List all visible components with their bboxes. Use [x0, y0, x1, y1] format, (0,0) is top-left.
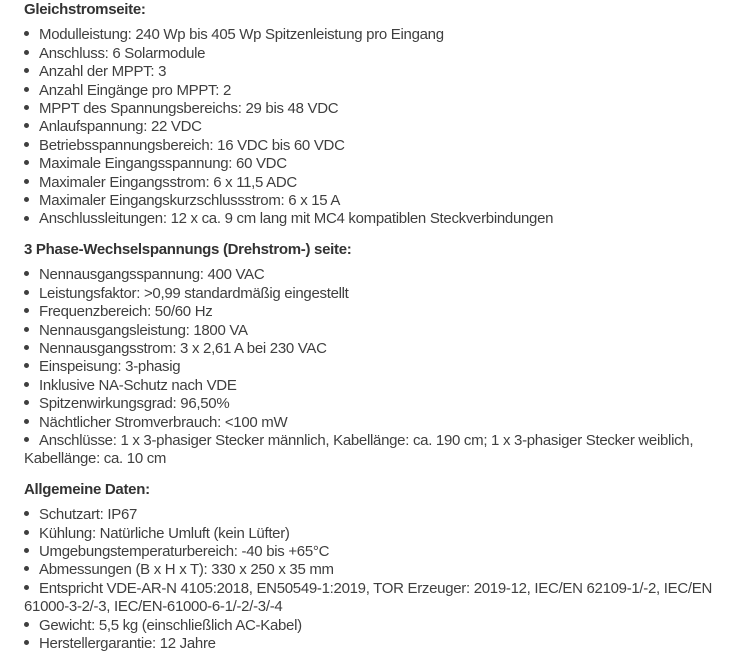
section-heading: 3 Phase-Wechselspannungs (Drehstrom-) seite:	[24, 240, 352, 258]
spec-item-text: Nächtlicher Stromverbrauch: <100 mW	[39, 413, 288, 431]
bullet-icon	[24, 290, 29, 295]
spec-item-text: Betriebsspannungsbereich: 16 VDC bis 60 VDC	[39, 136, 345, 154]
spec-item-text: Umgebungstemperaturbereich: -40 bis +65°C	[39, 542, 330, 560]
spec-item	[24, 414, 722, 432]
bullet-icon	[24, 197, 29, 202]
spec-item	[24, 100, 722, 118]
bullet-icon	[24, 216, 29, 221]
spec-item-text: Anzahl der MPPT: 3	[39, 63, 167, 81]
spec-item	[24, 561, 722, 579]
spec-item	[24, 45, 722, 63]
bullet-icon	[24, 308, 29, 313]
spec-item-text: Modulleistung: 240 Wp bis 405 Wp Spitzenleistung pro Eingang	[39, 26, 444, 44]
spec-item	[24, 580, 722, 617]
spec-item-text: Spitzenwirkungsgrad: 96,50%	[39, 395, 230, 413]
spec-item-text: Herstellergarantie: 12 Jahre	[39, 635, 216, 651]
spec-section	[24, 241, 722, 469]
spec-item	[24, 63, 722, 81]
spec-item	[24, 322, 722, 340]
spec-item-text: Leistungsfaktor: >0,99 standardmäßig eingestellt	[39, 284, 349, 302]
spec-item-text: Frequenzbereich: 50/60 Hz	[39, 303, 213, 321]
spec-item-text: Einspeisung: 3-phasig	[39, 358, 181, 376]
bullet-icon	[24, 68, 29, 73]
spec-item	[24, 543, 722, 561]
bullet-icon	[24, 437, 29, 442]
bullet-icon	[24, 179, 29, 184]
bullet-icon	[24, 50, 29, 55]
spec-item	[24, 303, 722, 321]
spec-item-text: Anzahl Eingänge pro MPPT: 2	[39, 81, 232, 99]
bullet-icon	[24, 585, 29, 590]
bullet-icon	[24, 640, 29, 645]
spec-item	[24, 174, 722, 192]
spec-section	[24, 1, 722, 229]
spec-section	[24, 481, 722, 651]
spec-item	[24, 506, 722, 524]
section-heading: Gleichstromseite:	[24, 1, 146, 18]
spec-item	[24, 210, 722, 228]
spec-item	[24, 395, 722, 413]
spec-item-text: MPPT des Spannungsbereichs: 29 bis 48 VDC	[39, 100, 339, 118]
bullet-icon	[24, 142, 29, 147]
spec-item	[24, 285, 722, 303]
spec-item-text: Anlaufspannung: 22 VDC	[39, 118, 202, 136]
spec-item	[24, 192, 722, 210]
spec-item	[24, 26, 722, 44]
bullet-icon	[24, 363, 29, 368]
spec-item	[24, 525, 722, 543]
spec-item	[24, 340, 722, 358]
spec-item	[24, 377, 722, 395]
spec-item	[24, 635, 722, 651]
bullet-icon	[24, 530, 29, 535]
spec-list	[24, 266, 722, 468]
bullet-icon	[24, 622, 29, 627]
spec-item-text: Nennausgangsleistung: 1800 VA	[39, 321, 248, 339]
bullet-icon	[24, 400, 29, 405]
bullet-icon	[24, 327, 29, 332]
bullet-icon	[24, 419, 29, 424]
spec-item-text: Maximale Eingangsspannung: 60 VDC	[39, 155, 287, 173]
spec-item-text: Anschlüsse: 1 x 3-phasiger Stecker männlich, Kabellänge: ca. 190 cm; 1 x 3-phasiger Stecker weiblich, Kabellänge: ca. 10 cm	[24, 431, 694, 468]
spec-item	[24, 82, 722, 100]
spec-item	[24, 358, 722, 376]
spec-item-text: Abmessungen (B x H x T): 330 x 250 x 35 mm	[39, 561, 334, 579]
bullet-icon	[24, 31, 29, 36]
spec-item-text: Anschluss: 6 Solarmodule	[39, 44, 206, 62]
section-heading: Allgemeine Daten:	[24, 480, 150, 498]
spec-list	[24, 26, 722, 228]
bullet-icon	[24, 548, 29, 553]
spec-item-text: Nennausgangsstrom: 3 x 2,61 A bei 230 VAC	[39, 339, 327, 357]
spec-item-text: Maximaler Eingangsstrom: 6 x 11,5 ADC	[39, 173, 297, 191]
spec-item	[24, 155, 722, 173]
bullet-icon	[24, 511, 29, 516]
bullet-icon	[24, 345, 29, 350]
bullet-icon	[24, 566, 29, 571]
bullet-icon	[24, 105, 29, 110]
spec-item-text: Schutzart: IP67	[39, 506, 138, 524]
spec-item-text: Maximaler Eingangskurzschlussstrom: 6 x 15 A	[39, 192, 341, 210]
spec-list	[24, 506, 722, 651]
spec-item	[24, 137, 722, 155]
spec-item-text: Gewicht: 5,5 kg (einschließlich AC-Kabel)	[39, 616, 302, 634]
spec-item	[24, 266, 722, 284]
spec-item-text: Kühlung: Natürliche Umluft (kein Lüfter)	[39, 524, 290, 542]
spec-item	[24, 118, 722, 136]
bullet-icon	[24, 382, 29, 387]
bullet-icon	[24, 123, 29, 128]
bullet-icon	[24, 160, 29, 165]
spec-item-text: Nennausgangsspannung: 400 VAC	[39, 266, 265, 284]
spec-item-text: Inklusive NA-Schutz nach VDE	[39, 376, 237, 394]
spec-item-text: Anschlussleitungen: 12 x ca. 9 cm lang mit MC4 kompatiblen Steckverbindungen	[39, 210, 554, 228]
spec-item	[24, 617, 722, 635]
spec-item	[24, 432, 722, 469]
bullet-icon	[24, 87, 29, 92]
spec-item-text: Entspricht VDE-AR-N 4105:2018, EN50549-1:2019, TOR Erzeuger: 2019-12, IEC/EN 62109-1/-2, IEC/EN 61000-3-2/-3, IEC/EN-61000-6-1/-2/-3/-4	[24, 579, 712, 616]
bullet-icon	[24, 271, 29, 276]
